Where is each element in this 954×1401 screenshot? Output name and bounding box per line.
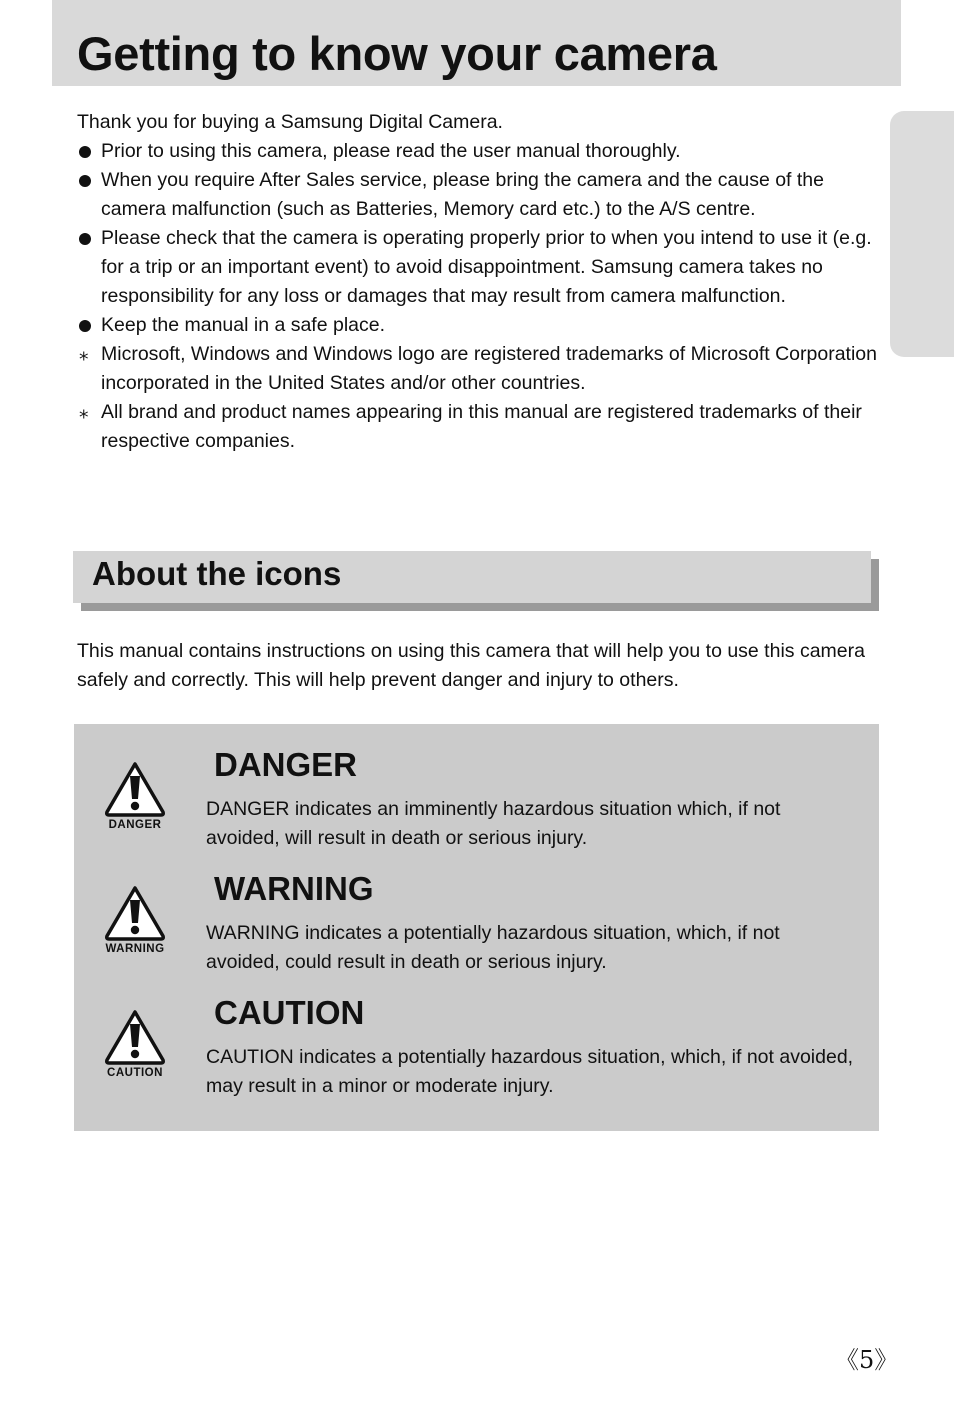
intro-lead: Thank you for buying a Samsung Digital Camera. (77, 111, 503, 133)
bullet-dot-icon (79, 224, 91, 254)
bullet-dot-icon (79, 311, 91, 341)
page-number: 《5》 (835, 1346, 899, 1374)
page-title: Getting to know your camera (77, 27, 717, 80)
asterisk-icon: ⁎ (79, 344, 89, 365)
list-item: Please check that the camera is operating properly prior to when you intend to use it (e.g. for a trip or an important event) to avoid disappointment. Samsung camera takes no responsibility for any loss or damages that may result from camera malfunction. (77, 224, 877, 311)
caution-icon (102, 1008, 168, 1079)
bullet-dot-icon (79, 166, 91, 196)
caution-icon-label: CAUTION (107, 1067, 163, 1079)
list-item: ⁎ All brand and product names appearing in this manual are registered trademarks of their respective companies. (77, 398, 877, 456)
list-item: Prior to using this camera, please read the user manual thoroughly. (77, 137, 877, 166)
list-item: When you require After Sales service, please bring the camera and the cause of the camera malfunction (such as Batteries, Memory card etc.) to the A/S centre. (77, 166, 877, 224)
warning-icon-label: WARNING (105, 943, 165, 955)
warning-heading: WARNING (214, 870, 374, 907)
asterisk-icon: ⁎ (79, 402, 89, 423)
section-title: About the icons (92, 555, 342, 592)
warning-icon (102, 884, 168, 955)
danger-icon-label: DANGER (108, 819, 162, 831)
danger-description: DANGER indicates an imminently hazardous situation which, if not avoided, will result in death or serious injury. (206, 798, 781, 849)
intro-section (77, 108, 877, 456)
warning-description: WARNING indicates a potentially hazardous situation, which, if not avoided, could result in death or serious injury. (206, 922, 780, 973)
caution-heading: CAUTION (214, 994, 365, 1031)
list-item: ⁎ Microsoft, Windows and Windows logo are registered trademarks of Microsoft Corporation incorporated in the United States and/or other countries. (77, 340, 877, 398)
danger-heading: DANGER (214, 746, 358, 783)
about-text: This manual contains instructions on using this camera that will help you to use this camera safely and correctly. This will help prevent danger and injury to others. (77, 640, 865, 691)
caution-description: CAUTION indicates a potentially hazardous situation, which, if not avoided, may result in a minor or moderate injury. (206, 1046, 854, 1097)
list-item: Keep the manual in a safe place. (77, 311, 877, 340)
bullet-dot-icon (79, 137, 91, 167)
danger-icon (102, 760, 168, 831)
side-tab (890, 111, 954, 357)
icon-legend-panel (74, 724, 879, 1131)
